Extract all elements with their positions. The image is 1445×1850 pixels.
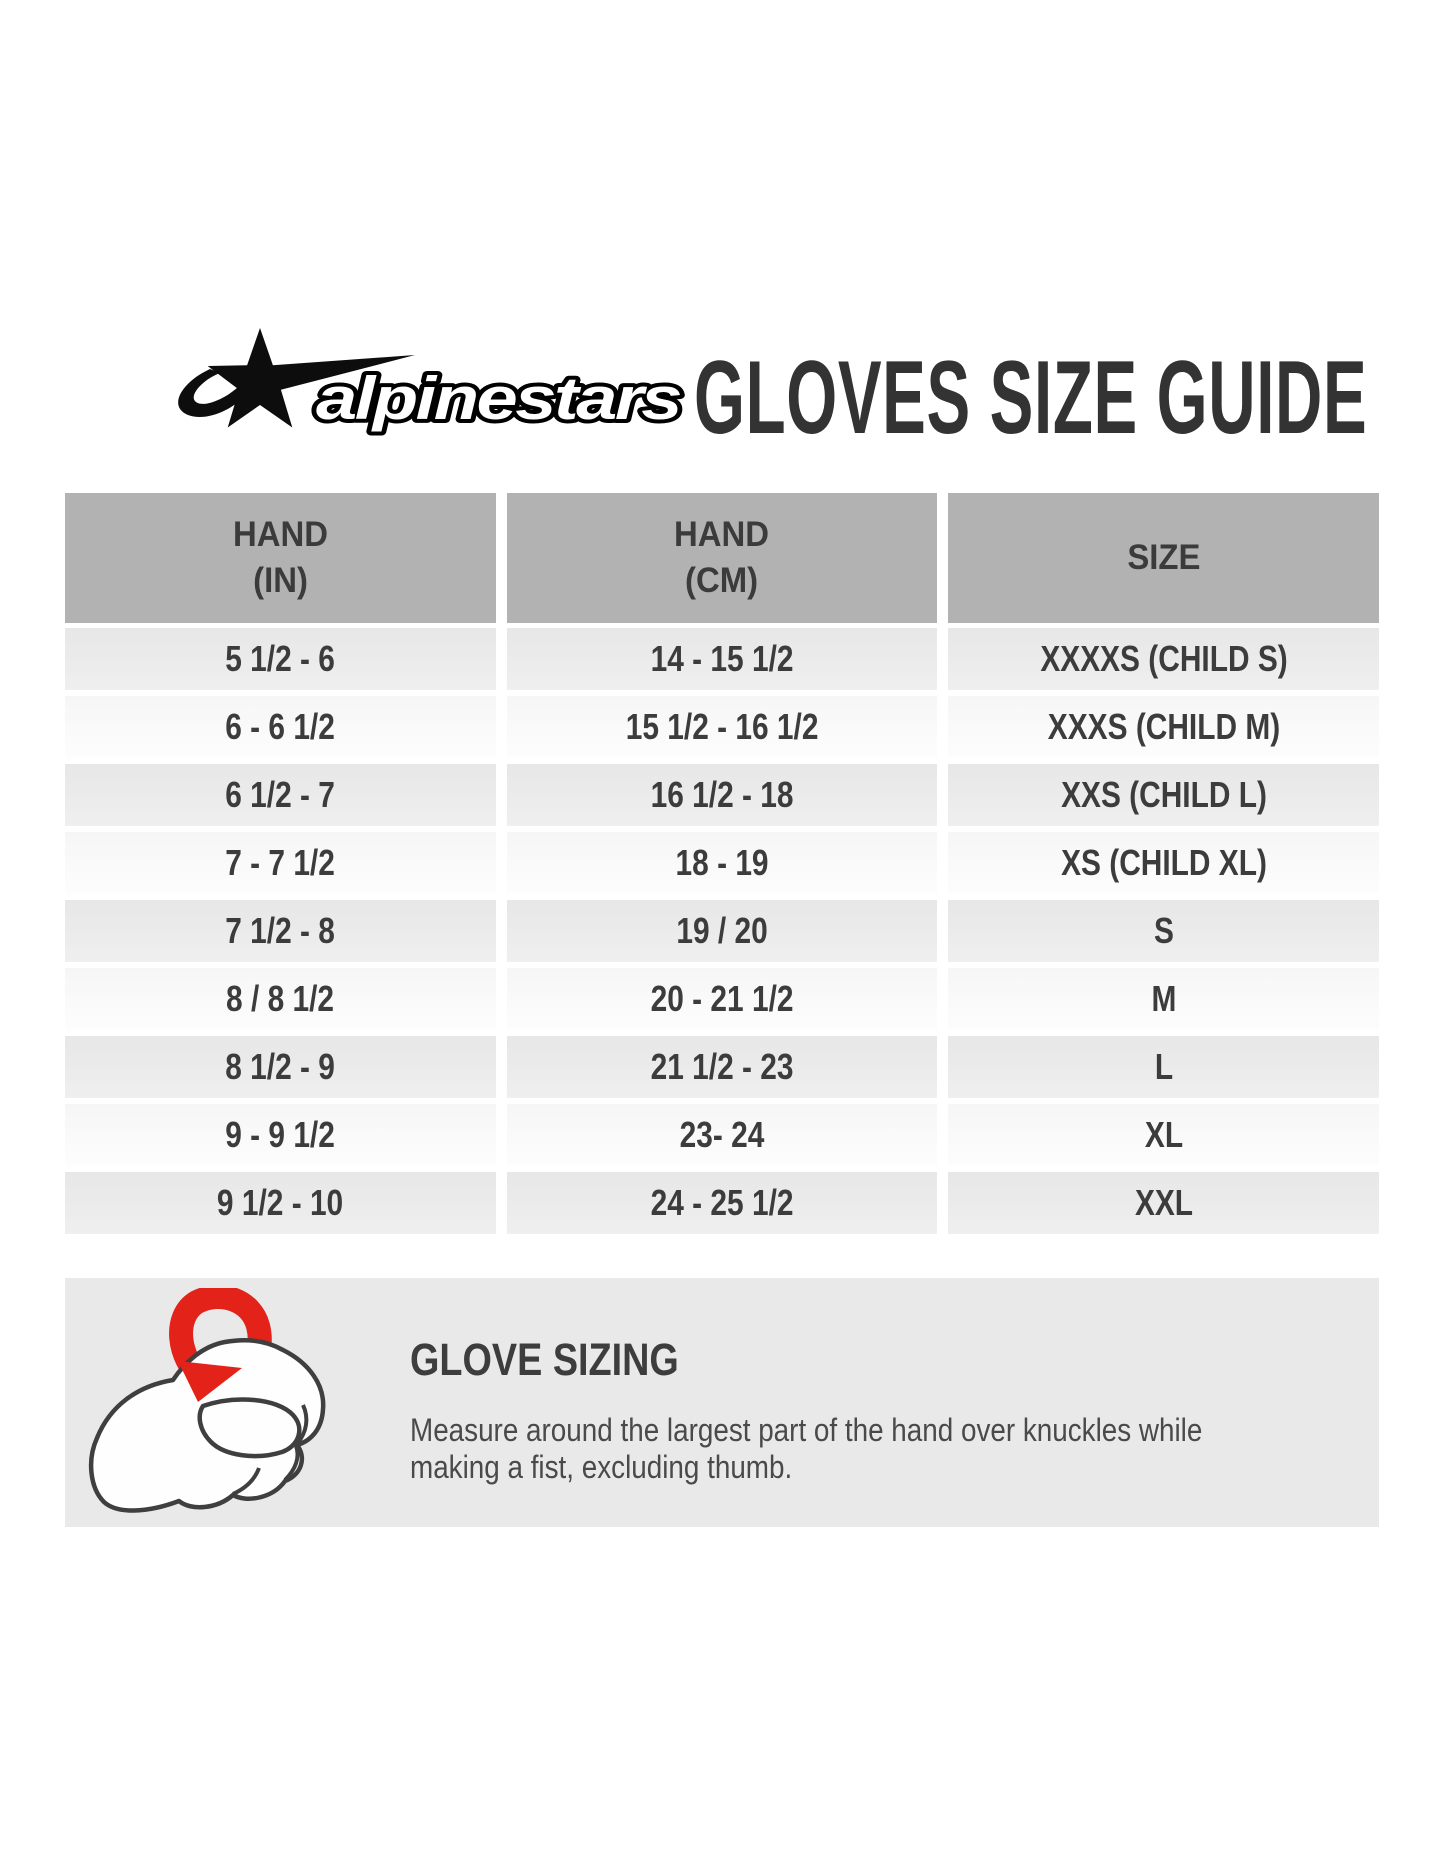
table-row (65, 900, 1379, 962)
table-row (65, 968, 1379, 1030)
fist-measure-icon (85, 1288, 347, 1518)
cell-size: XXL (948, 1172, 1379, 1234)
cell-hand-cm: 21 1/2 - 23 (507, 1036, 938, 1098)
cell-size: XL (948, 1104, 1379, 1166)
table-row (65, 1104, 1379, 1166)
cell-hand-in: 7 - 7 1/2 (65, 832, 496, 894)
table-row (65, 832, 1379, 894)
table-row (65, 1036, 1379, 1098)
cell-size: S (948, 900, 1379, 962)
cell-size: L (948, 1036, 1379, 1098)
cell-size: XS (CHILD XL) (948, 832, 1379, 894)
header-hand-cm: HAND (CM) (507, 493, 938, 623)
cell-hand-cm: 23- 24 (507, 1104, 938, 1166)
table-row (65, 1172, 1379, 1234)
cell-hand-cm: 15 1/2 - 16 1/2 (507, 696, 938, 758)
cell-hand-in: 8 1/2 - 9 (65, 1036, 496, 1098)
cell-hand-cm: 18 - 19 (507, 832, 938, 894)
header-hand-in: HAND (IN) (65, 493, 496, 623)
cell-hand-in: 8 / 8 1/2 (65, 968, 496, 1030)
cell-size: XXS (CHILD L) (948, 764, 1379, 826)
cell-hand-cm: 24 - 25 1/2 (507, 1172, 938, 1234)
note-body: Measure around the largest part of the hand over knuckles while making a fist, excluding thumb. (410, 1412, 1203, 1485)
cell-hand-cm: 20 - 21 1/2 (507, 968, 938, 1030)
page-title: GLOVES SIZE GUIDE (694, 340, 1368, 456)
cell-hand-in: 5 1/2 - 6 (65, 628, 496, 690)
note-heading: GLOVE SIZING (410, 1334, 679, 1385)
table-row (65, 696, 1379, 758)
cell-hand-cm: 14 - 15 1/2 (507, 628, 938, 690)
glove-sizing-note (65, 1278, 1379, 1527)
cell-hand-in: 9 - 9 1/2 (65, 1104, 496, 1166)
header-size: SIZE (948, 493, 1379, 623)
table-row (65, 764, 1379, 826)
brand-wordmark: alpinestars (316, 365, 681, 432)
cell-hand-cm: 16 1/2 - 18 (507, 764, 938, 826)
cell-hand-in: 9 1/2 - 10 (65, 1172, 496, 1234)
table-row (65, 628, 1379, 690)
cell-size: M (948, 968, 1379, 1030)
note-text (410, 1334, 1321, 1486)
cell-size: XXXXS (CHILD S) (948, 628, 1379, 690)
cell-size: XXXS (CHILD M) (948, 696, 1379, 758)
table-header-row (65, 493, 1379, 623)
cell-hand-in: 6 1/2 - 7 (65, 764, 496, 826)
cell-hand-cm: 19 / 20 (507, 900, 938, 962)
size-table (65, 493, 1379, 1240)
cell-hand-in: 6 - 6 1/2 (65, 696, 496, 758)
alpinestars-logo (178, 324, 688, 440)
thumb (200, 1400, 300, 1457)
cell-hand-in: 7 1/2 - 8 (65, 900, 496, 962)
